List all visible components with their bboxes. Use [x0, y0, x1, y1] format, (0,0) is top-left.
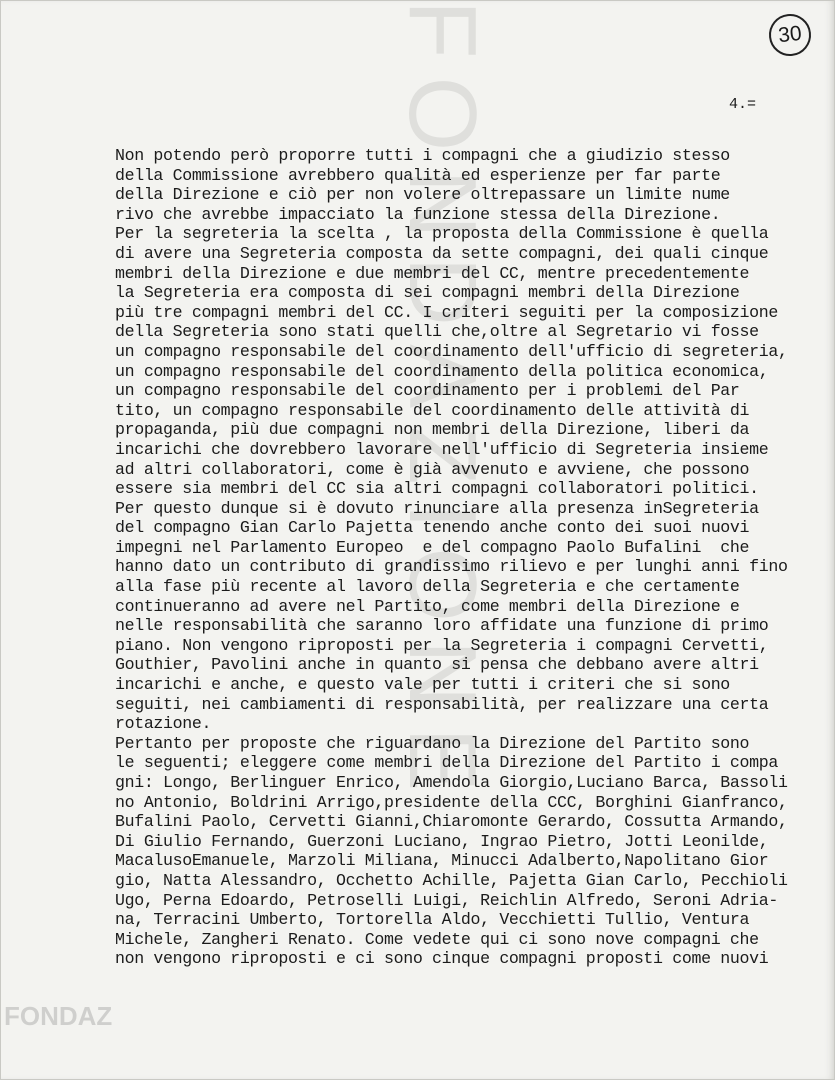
page-number: 4.=: [729, 96, 757, 113]
text-line: Michele, Zangheri Renato. Come vedete qui ci sono nove compagni che: [115, 929, 759, 949]
text-line: della Commissione avrebbero qualità ed esperienze per far parte: [115, 165, 721, 185]
text-line: Per questo dunque si è dovuto rinunciare alla presenza inSegreteria: [115, 498, 759, 518]
archive-logo: [0, 995, 155, 1035]
text-line: un compagno responsabile del coordinamento della politica economica,: [115, 361, 769, 381]
text-line: tito, un compagno responsabile del coordinamento delle attività di: [115, 400, 750, 420]
text-line: nelle responsabilità che saranno loro affidate una funzione di primo: [115, 616, 769, 636]
text-line: Gouthier, Pavolini anche in quanto si pensa che debbano avere altri: [115, 655, 759, 675]
text-line: membri della Direzione e due membri del CC, mentre precedentemente: [115, 263, 750, 283]
typewritten-body: [115, 146, 825, 969]
text-line: Bufalini Paolo, Cervetti Gianni,Chiaromonte Gerardo, Cossutta Armando,: [115, 812, 788, 832]
text-line: no Antonio, Boldrini Arrigo,presidente della CCC, Borghini Gianfranco,: [115, 792, 788, 812]
text-line: essere sia membri del CC sia altri compagni collaboratori politici.: [115, 479, 759, 499]
text-line: della Segreteria sono stati quelli che,oltre al Segretario vi fosse: [115, 322, 759, 342]
text-line: MacalusoEmanuele, Marzoli Miliana, Minucci Adalberto,Napolitano Gior: [115, 851, 769, 871]
text-line: gio, Natta Alessandro, Occhetto Achille, Pajetta Gian Carlo, Pecchioli: [115, 870, 788, 890]
text-line: le seguenti; eleggere come membri della Direzione del Partito i compa: [115, 753, 778, 773]
text-line: gni: Longo, Berlinguer Enrico, Amendola Giorgio,Luciano Barca, Bassoli: [115, 773, 788, 792]
text-line: un compagno responsabile del coordinamento per i problemi del Par: [115, 381, 740, 401]
text-line: Di Giulio Fernando, Guerzoni Luciano, Ingrao Pietro, Jotti Leonilde,: [115, 831, 769, 851]
text-line: di avere una Segreteria composta da sette compagni, dei quali cinque: [115, 243, 769, 263]
text-line: alla fase più recente al lavoro della Segreteria e che certamente: [115, 577, 740, 597]
svg-text:FONDAZIONE: FONDAZIONE: [389, 0, 496, 810]
text-line: non vengono riproposti e ci sono cinque compagni proposti come nuovi: [115, 949, 769, 969]
text-line: continueranno ad avere nel Partito, come membri della Direzione e: [115, 596, 740, 616]
text-line: la Segreteria era composta di sei compagni membri della Direzione: [115, 283, 740, 303]
text-line: rotazione.: [115, 714, 212, 734]
text-line: più tre compagni membri del CC. I criteri seguiti per la composizione: [115, 302, 778, 322]
text-line: seguiti, nei cambiamenti di responsabilità, per realizzare una certa: [115, 694, 769, 714]
text-line: ad altri collaboratori, come è già avvenuto e avviene, che possono: [115, 459, 750, 479]
text-line: Non potendo però proporre tutti i compagni che a giudizio stesso: [115, 146, 730, 165]
text-line: incarichi che dovrebbero lavorare nell'ufficio di Segreteria insieme: [115, 439, 769, 459]
text-line: della Direzione e ciò per non volere oltrepassare un limite nume: [115, 185, 730, 205]
text-line: Ugo, Perna Edoardo, Petroselli Luigi, Reichlin Alfredo, Seroni Adria-: [115, 890, 778, 910]
circled-page-stamp: 30: [767, 12, 813, 58]
text-line: piano. Non vengono riproposti per la Segreteria i compagni Cervetti,: [115, 635, 769, 655]
text-line: Per la segreteria la scelta , la proposta della Commissione è quella: [115, 224, 769, 244]
text-line: na, Terracini Umberto, Tortorella Aldo, Vecchietti Tullio, Ventura: [115, 910, 750, 930]
text-line: un compagno responsabile del coordinamento dell'ufficio di segreteria,: [115, 341, 788, 361]
text-line: del compagno Gian Carlo Pajetta tenendo anche conto dei suoi nuovi: [115, 518, 750, 538]
text-line: incarichi e anche, e questo vale per tutti i criteri che si sono: [115, 675, 730, 695]
text-line: hanno dato un contributo di grandissimo rilievo e per lunghi anni fino: [115, 557, 788, 577]
text-line: rivo che avrebbe impacciato la funzione stessa della Direzione.: [115, 204, 721, 224]
text-line: impegni nel Parlamento Europeo e del compagno Paolo Bufalini che: [115, 537, 750, 557]
text-line: propaganda, più due compagni non membri della Direzione, liberi da: [115, 420, 750, 440]
text-line: Pertanto per proposte che riguardano la Direzione del Partito sono: [115, 733, 750, 753]
svg-text:FONDAZ: FONDAZ: [4, 1001, 113, 1031]
